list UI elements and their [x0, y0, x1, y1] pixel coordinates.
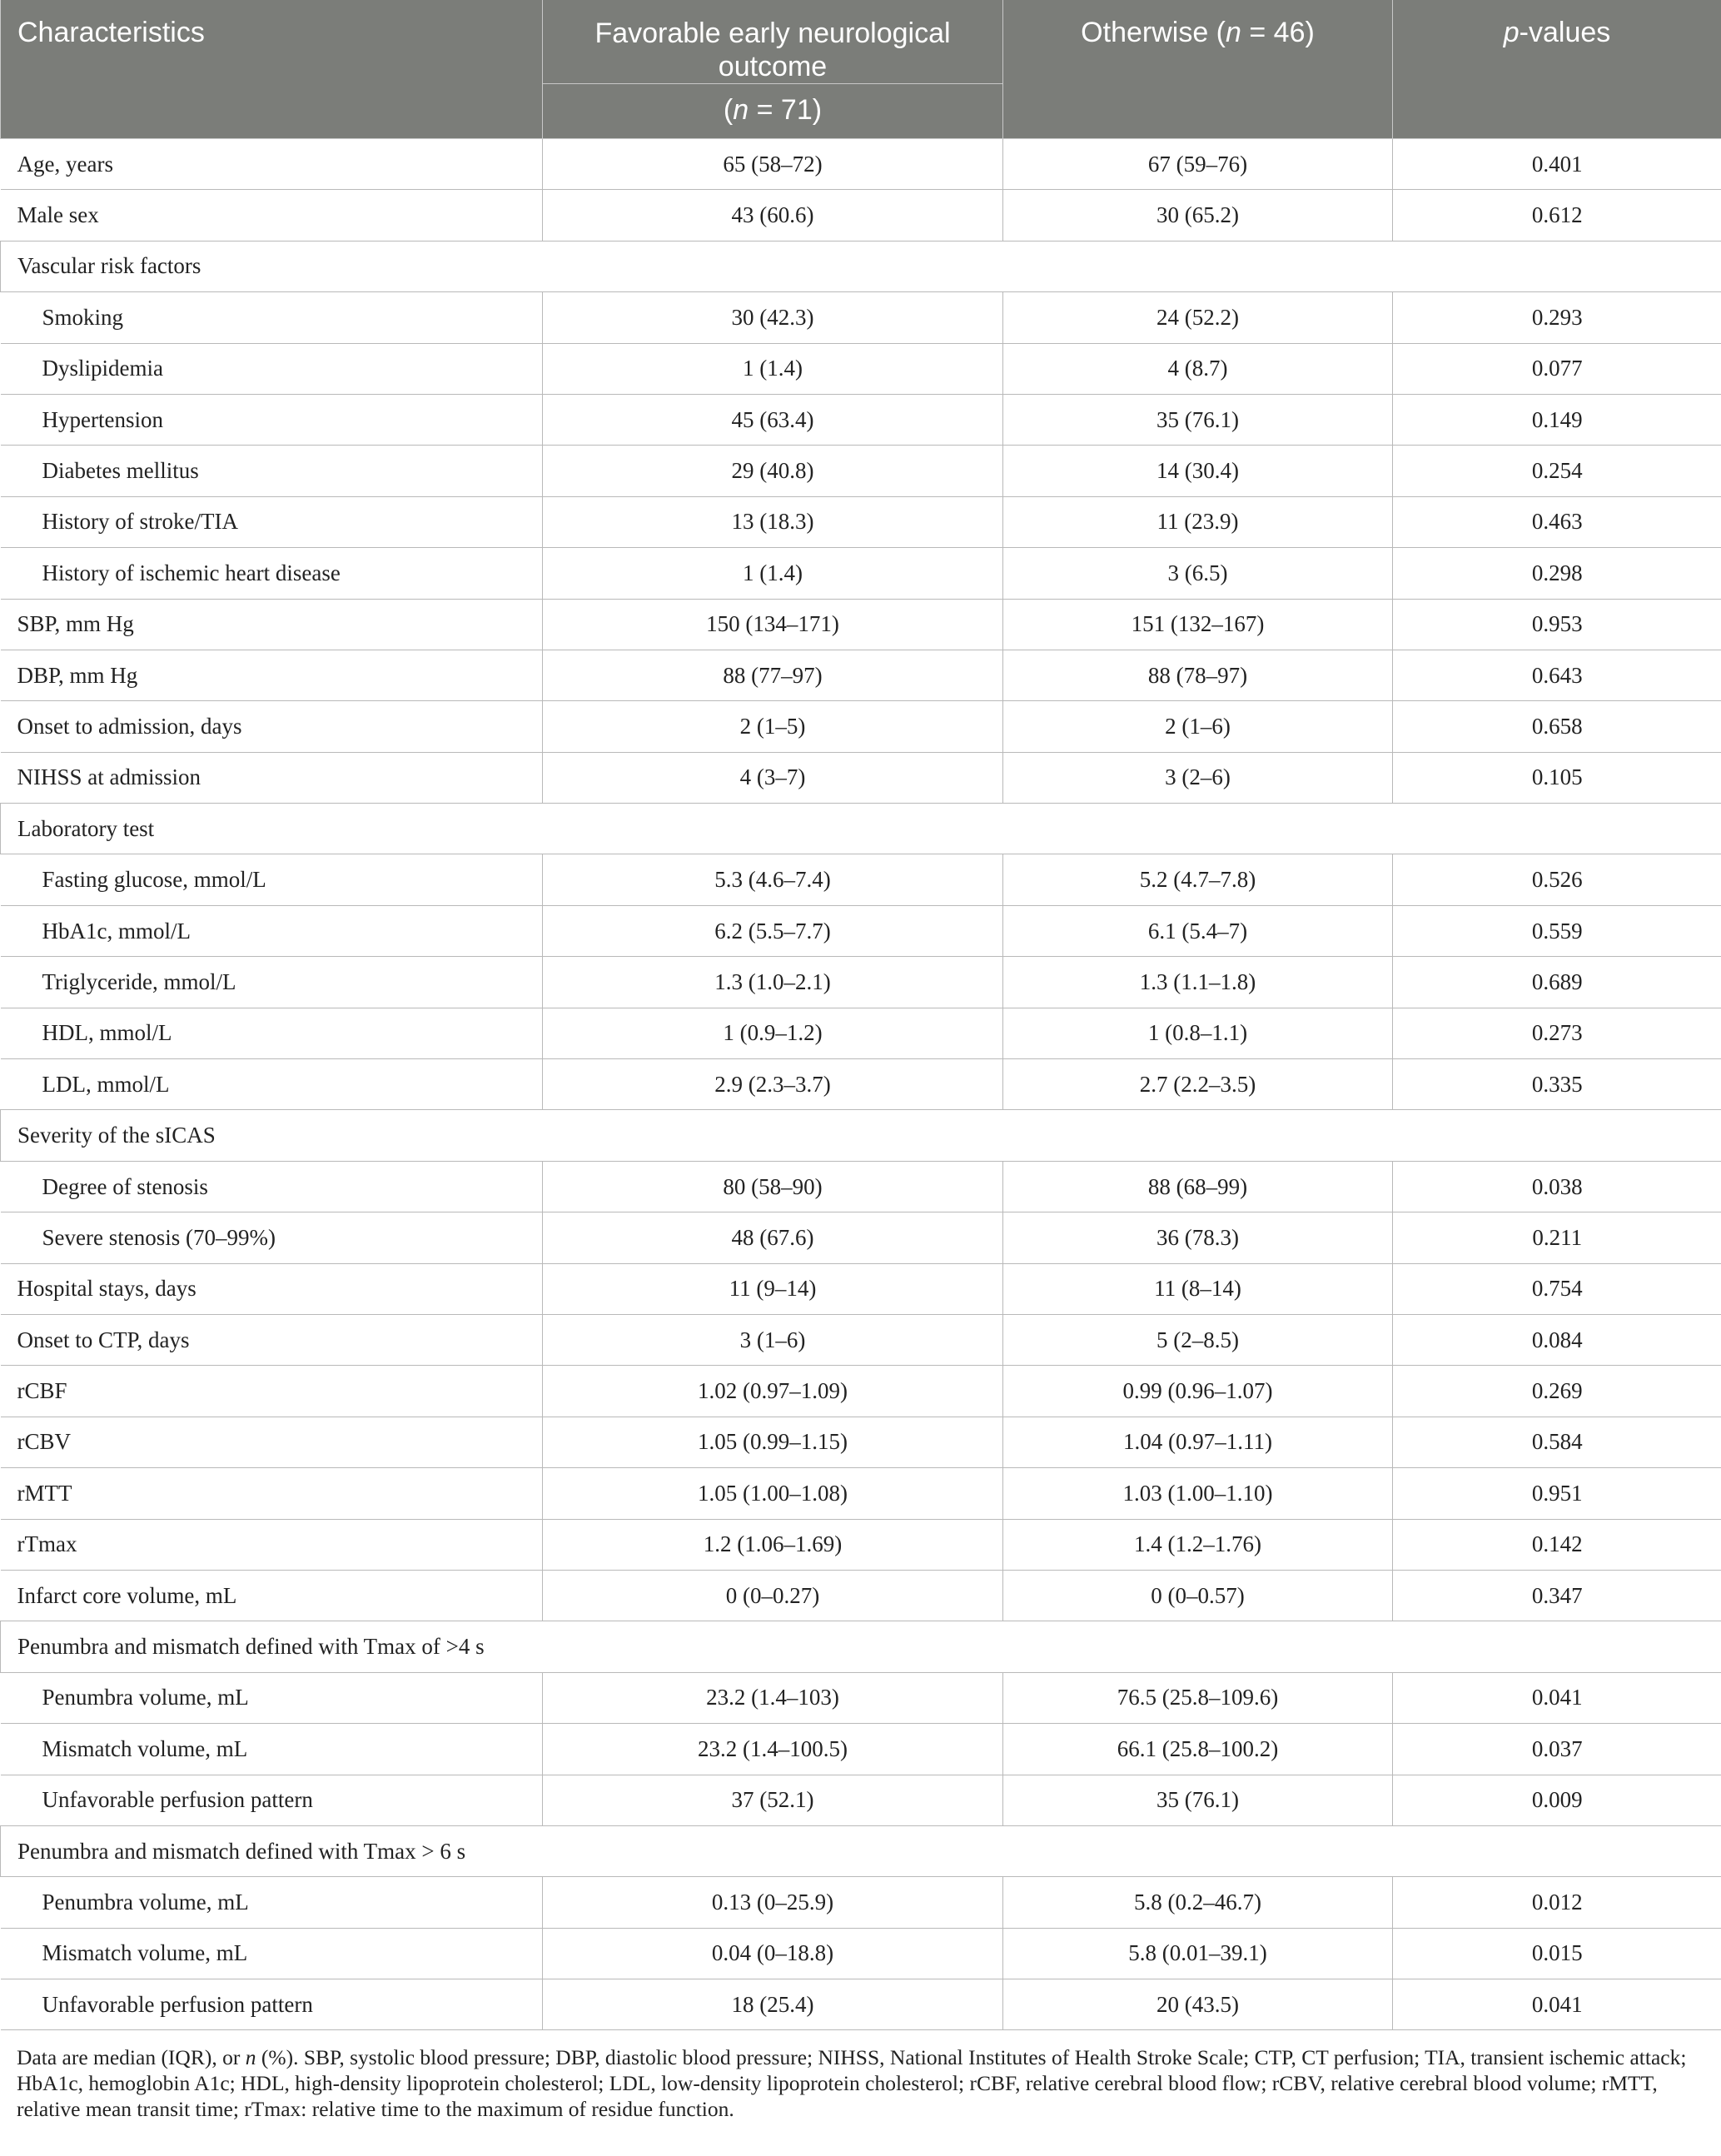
row-label: Mismatch volume, mL: [1, 1928, 543, 1979]
section-row: [1, 1110, 1721, 1161]
table-row: [1, 1059, 1721, 1110]
favorable-value: 3 (1–6): [543, 1314, 1003, 1365]
table-row: [1, 1161, 1721, 1212]
favorable-value: 2 (1–5): [543, 701, 1003, 752]
favorable-value: 80 (58–90): [543, 1161, 1003, 1212]
otherwise-value: 20 (43.5): [1003, 1979, 1393, 2030]
table-row: [1, 1263, 1721, 1314]
table-row: [1, 292, 1721, 343]
favorable-value: 29 (40.8): [543, 446, 1003, 496]
row-label: SBP, mm Hg: [1, 599, 543, 650]
table-row: [1, 1775, 1721, 1825]
table-row: [1, 394, 1721, 445]
otherwise-value: 3 (2–6): [1003, 752, 1393, 803]
table-row: [1, 1008, 1721, 1058]
otherwise-value: 14 (30.4): [1003, 446, 1393, 496]
table-row: [1, 1366, 1721, 1417]
section-label: Laboratory test: [1, 804, 1721, 854]
table-row: [1, 139, 1721, 190]
favorable-value: 6.2 (5.5–7.7): [543, 905, 1003, 956]
otherwise-value: 3 (6.5): [1003, 548, 1393, 599]
favorable-value: 1.02 (0.97–1.09): [543, 1366, 1003, 1417]
header-p-values: p-values: [1393, 0, 1721, 139]
header-favorable-n: (n = 71): [543, 84, 1003, 139]
table-row: [1, 1928, 1721, 1979]
row-label: Penumbra volume, mL: [1, 1877, 543, 1928]
p-value: 0.105: [1393, 752, 1721, 803]
p-value: 0.754: [1393, 1263, 1721, 1314]
favorable-value: 1.3 (1.0–2.1): [543, 957, 1003, 1008]
table-row: [1, 190, 1721, 241]
otherwise-value: 67 (59–76): [1003, 139, 1393, 190]
row-label: NIHSS at admission: [1, 752, 543, 803]
favorable-value: 65 (58–72): [543, 139, 1003, 190]
otherwise-value: 151 (132–167): [1003, 599, 1393, 650]
favorable-value: 1 (0.9–1.2): [543, 1008, 1003, 1058]
section-label: Penumbra and mismatch defined with Tmax > 6 s: [1, 1825, 1721, 1876]
favorable-value: 11 (9–14): [543, 1263, 1003, 1314]
row-label: Age, years: [1, 139, 543, 190]
favorable-value: 43 (60.6): [543, 190, 1003, 241]
p-value: 0.012: [1393, 1877, 1721, 1928]
favorable-value: 150 (134–171): [543, 599, 1003, 650]
otherwise-value: 0 (0–0.57): [1003, 1570, 1393, 1621]
p-value: 0.951: [1393, 1468, 1721, 1519]
table-row: [1, 854, 1721, 905]
otherwise-value: 11 (23.9): [1003, 496, 1393, 547]
favorable-value: 1.2 (1.06–1.69): [543, 1519, 1003, 1570]
favorable-value: 1 (1.4): [543, 343, 1003, 394]
header-otherwise: Otherwise (n = 46): [1003, 0, 1393, 139]
favorable-value: 23.2 (1.4–100.5): [543, 1724, 1003, 1775]
row-label: Degree of stenosis: [1, 1161, 543, 1212]
table-row: [1, 1724, 1721, 1775]
otherwise-value: 1.4 (1.2–1.76): [1003, 1519, 1393, 1570]
table-row: [1, 446, 1721, 496]
p-value: 0.015: [1393, 1928, 1721, 1979]
p-value: 0.149: [1393, 394, 1721, 445]
p-value: 0.211: [1393, 1212, 1721, 1263]
header-favorable-outcome: Favorable early neurological outcome: [543, 0, 1003, 84]
otherwise-value: 5 (2–8.5): [1003, 1314, 1393, 1365]
row-label: rMTT: [1, 1468, 543, 1519]
row-label: Hospital stays, days: [1, 1263, 543, 1314]
row-label: Diabetes mellitus: [1, 446, 543, 496]
section-label: Severity of the sICAS: [1, 1110, 1721, 1161]
section-row: [1, 1621, 1721, 1672]
p-value: 0.254: [1393, 446, 1721, 496]
row-label: Penumbra volume, mL: [1, 1672, 543, 1723]
row-label: Mismatch volume, mL: [1, 1724, 543, 1775]
row-label: rCBV: [1, 1417, 543, 1467]
p-value: 0.658: [1393, 701, 1721, 752]
otherwise-value: 11 (8–14): [1003, 1263, 1393, 1314]
favorable-value: 18 (25.4): [543, 1979, 1003, 2030]
section-label: Penumbra and mismatch defined with Tmax of >4 s: [1, 1621, 1721, 1672]
table-row: [1, 1570, 1721, 1621]
table-row: [1, 599, 1721, 650]
row-label: History of stroke/TIA: [1, 496, 543, 547]
p-value: 0.084: [1393, 1314, 1721, 1365]
p-value: 0.077: [1393, 343, 1721, 394]
table-row: [1, 548, 1721, 599]
otherwise-value: 5.8 (0.2–46.7): [1003, 1877, 1393, 1928]
row-label: rTmax: [1, 1519, 543, 1570]
table-row: [1, 1314, 1721, 1365]
favorable-value: 88 (77–97): [543, 650, 1003, 700]
section-row: [1, 241, 1721, 291]
row-label: rCBF: [1, 1366, 543, 1417]
otherwise-value: 30 (65.2): [1003, 190, 1393, 241]
p-value: 0.401: [1393, 139, 1721, 190]
p-value: 0.463: [1393, 496, 1721, 547]
table-row: [1, 905, 1721, 956]
row-label: HDL, mmol/L: [1, 1008, 543, 1058]
favorable-value: 1.05 (0.99–1.15): [543, 1417, 1003, 1467]
favorable-value: 48 (67.6): [543, 1212, 1003, 1263]
table-row: [1, 650, 1721, 700]
p-value: 0.273: [1393, 1008, 1721, 1058]
table-row: [1, 343, 1721, 394]
otherwise-value: 76.5 (25.8–109.6): [1003, 1672, 1393, 1723]
table-row: [1, 1672, 1721, 1723]
otherwise-value: 1.03 (1.00–1.10): [1003, 1468, 1393, 1519]
p-value: 0.526: [1393, 854, 1721, 905]
p-value: 0.335: [1393, 1059, 1721, 1110]
otherwise-value: 0.99 (0.96–1.07): [1003, 1366, 1393, 1417]
row-label: Smoking: [1, 292, 543, 343]
section-row: [1, 804, 1721, 854]
table-row: [1, 957, 1721, 1008]
p-value: 0.269: [1393, 1366, 1721, 1417]
table-row: [1, 1212, 1721, 1263]
otherwise-value: 66.1 (25.8–100.2): [1003, 1724, 1393, 1775]
table-header: [1, 0, 1721, 139]
row-label: Dyslipidemia: [1, 343, 543, 394]
favorable-value: 0.04 (0–18.8): [543, 1928, 1003, 1979]
favorable-value: 30 (42.3): [543, 292, 1003, 343]
p-value: 0.953: [1393, 599, 1721, 650]
p-value: 0.038: [1393, 1161, 1721, 1212]
table-row: [1, 1979, 1721, 2030]
row-label: Unfavorable perfusion pattern: [1, 1775, 543, 1825]
p-value: 0.293: [1393, 292, 1721, 343]
table-row: [1, 1468, 1721, 1519]
section-row: [1, 1825, 1721, 1876]
otherwise-value: 5.2 (4.7–7.8): [1003, 854, 1393, 905]
otherwise-value: 35 (76.1): [1003, 394, 1393, 445]
table-row: [1, 752, 1721, 803]
favorable-value: 23.2 (1.4–103): [543, 1672, 1003, 1723]
p-value: 0.643: [1393, 650, 1721, 700]
row-label: Male sex: [1, 190, 543, 241]
table-row: [1, 1417, 1721, 1467]
p-value: 0.142: [1393, 1519, 1721, 1570]
table-footnote: Data are median (IQR), or n (%). SBP, systolic blood pressure; DBP, diastolic blood pressure; NIHSS, National Institutes of Health Stroke Scale; CTP, CT perfusion; TIA, transient ischemic attack; HbA1c, hemoglobin A1c; HDL, high-density lipoprotein cholesterol; LDL, low-density lipoprotein cholesterol; rCBF, relative cerebral blood flow; rCBV, relative cerebral blood volume; rMTT, relative mean transit time; rTmax: relative time to the maximum of residue function.: [17, 2045, 1687, 2122]
otherwise-value: 1.04 (0.97–1.11): [1003, 1417, 1393, 1467]
row-label: History of ischemic heart disease: [1, 548, 543, 599]
row-label: Infarct core volume, mL: [1, 1570, 543, 1621]
header-characteristics: Characteristics: [1, 0, 543, 139]
otherwise-value: 88 (68–99): [1003, 1161, 1393, 1212]
p-value: 0.347: [1393, 1570, 1721, 1621]
p-value: 0.041: [1393, 1672, 1721, 1723]
p-value: 0.037: [1393, 1724, 1721, 1775]
table-row: [1, 1519, 1721, 1570]
favorable-value: 2.9 (2.3–3.7): [543, 1059, 1003, 1110]
section-label: Vascular risk factors: [1, 241, 1721, 291]
otherwise-value: 2 (1–6): [1003, 701, 1393, 752]
row-label: Onset to admission, days: [1, 701, 543, 752]
otherwise-value: 6.1 (5.4–7): [1003, 905, 1393, 956]
row-label: Triglyceride, mmol/L: [1, 957, 543, 1008]
favorable-value: 1.05 (1.00–1.08): [543, 1468, 1003, 1519]
favorable-value: 0.13 (0–25.9): [543, 1877, 1003, 1928]
table-row: [1, 701, 1721, 752]
table-body: [1, 139, 1721, 2030]
p-value: 0.041: [1393, 1979, 1721, 2030]
table-row: [1, 496, 1721, 547]
row-label: Unfavorable perfusion pattern: [1, 1979, 543, 2030]
p-value: 0.689: [1393, 957, 1721, 1008]
otherwise-value: 2.7 (2.2–3.5): [1003, 1059, 1393, 1110]
row-label: Fasting glucose, mmol/L: [1, 854, 543, 905]
favorable-value: 37 (52.1): [543, 1775, 1003, 1825]
otherwise-value: 24 (52.2): [1003, 292, 1393, 343]
favorable-value: 1 (1.4): [543, 548, 1003, 599]
favorable-value: 13 (18.3): [543, 496, 1003, 547]
favorable-value: 4 (3–7): [543, 752, 1003, 803]
otherwise-value: 35 (76.1): [1003, 1775, 1393, 1825]
p-value: 0.298: [1393, 548, 1721, 599]
favorable-value: 0 (0–0.27): [543, 1570, 1003, 1621]
table-row: [1, 1877, 1721, 1928]
p-value: 0.612: [1393, 190, 1721, 241]
row-label: DBP, mm Hg: [1, 650, 543, 700]
favorable-value: 45 (63.4): [543, 394, 1003, 445]
favorable-value: 5.3 (4.6–7.4): [543, 854, 1003, 905]
row-label: Onset to CTP, days: [1, 1314, 543, 1365]
otherwise-value: 36 (78.3): [1003, 1212, 1393, 1263]
p-value: 0.009: [1393, 1775, 1721, 1825]
row-label: LDL, mmol/L: [1, 1059, 543, 1110]
p-value: 0.584: [1393, 1417, 1721, 1467]
otherwise-value: 1.3 (1.1–1.8): [1003, 957, 1393, 1008]
p-value: 0.559: [1393, 905, 1721, 956]
otherwise-value: 5.8 (0.01–39.1): [1003, 1928, 1393, 1979]
row-label: HbA1c, mmol/L: [1, 905, 543, 956]
otherwise-value: 4 (8.7): [1003, 343, 1393, 394]
row-label: Severe stenosis (70–99%): [1, 1212, 543, 1263]
otherwise-value: 1 (0.8–1.1): [1003, 1008, 1393, 1058]
row-label: Hypertension: [1, 394, 543, 445]
otherwise-value: 88 (78–97): [1003, 650, 1393, 700]
